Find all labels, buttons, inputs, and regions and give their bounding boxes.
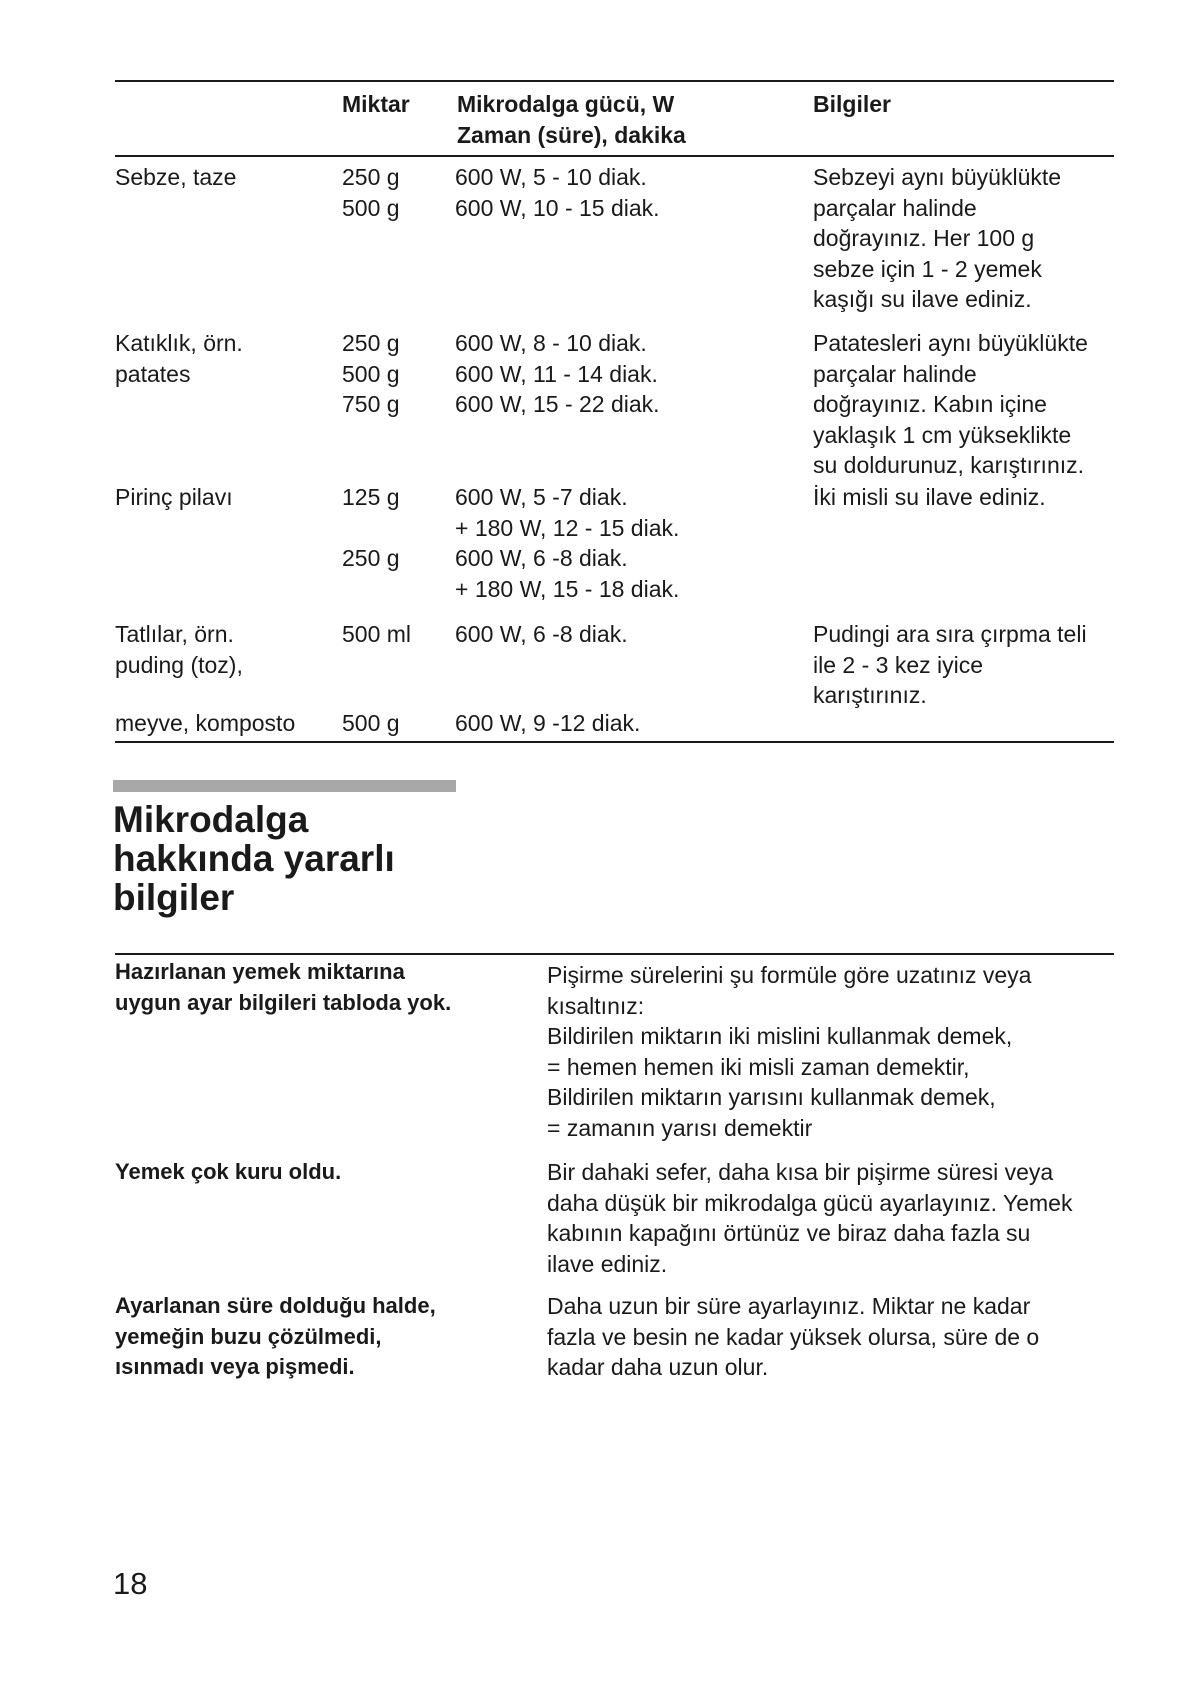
- row-info: Pudingi ara sıra çırpma teli ile 2 - 3 kez iyice karıştırınız.: [813, 621, 1087, 708]
- row-quantity: 250 g 500 g 750 g: [342, 330, 400, 417]
- tip-solution: Pişirme sürelerini şu formüle göre uzatınız veya kısaltınız: Bildirilen miktarın iki mislini kullanmak demek, = hemen hemen iki misli zaman demektir, Bildirilen miktarın yarısını kullanmak demek, = zamanın yarısı demektir: [547, 962, 1032, 1141]
- table-bottom-rule: [115, 741, 1114, 743]
- row-quantity: 500 g: [342, 710, 400, 736]
- row-info: Patatesleri aynı büyüklükte parçalar halinde doğrayınız. Kabın içine yaklaşık 1 cm yükseklikte su doldurunuz, karıştırınız.: [813, 330, 1088, 478]
- row-quantity: 500 ml: [342, 621, 412, 647]
- header-power-time: Mikrodalga gücü, W Zaman (süre), dakika: [457, 91, 686, 148]
- header-quantity: Miktar: [342, 91, 410, 117]
- row-info: İki misli su ilave ediniz.: [813, 484, 1046, 510]
- row-power-time: 600 W, 8 - 10 diak. 600 W, 11 - 14 diak. 600 W, 15 - 22 diak.: [455, 330, 660, 417]
- row-item: Tatlılar, örn. puding (toz),: [115, 621, 243, 678]
- row-power-time: 600 W, 5 -7 diak. + 180 W, 12 - 15 diak. 600 W, 6 -8 diak. + 180 W, 15 - 18 diak.: [455, 484, 680, 602]
- tip-problem: Ayarlanan süre dolduğu halde, yemeğin buzu çözülmedi, ısınmadı veya pişmedi.: [115, 1293, 436, 1379]
- row-power-time: 600 W, 6 -8 diak.: [455, 621, 628, 647]
- row-item: meyve, komposto: [115, 710, 296, 736]
- row-quantity: 250 g 500 g: [342, 164, 400, 221]
- section-accent-bar: [113, 780, 456, 792]
- tip-solution: Daha uzun bir süre ayarlayınız. Miktar ne kadar fazla ve besin ne kadar yüksek olursa, süre de o kadar daha uzun olur.: [547, 1293, 1040, 1380]
- page-number: 18: [113, 1566, 148, 1601]
- row-item: Sebze, taze: [115, 164, 237, 190]
- tip-problem: Hazırlanan yemek miktarına uygun ayar bilgileri tabloda yok.: [115, 959, 452, 1015]
- row-power-time: 600 W, 5 - 10 diak. 600 W, 10 - 15 diak.: [455, 164, 660, 221]
- row-power-time: 600 W, 9 -12 diak.: [455, 710, 641, 736]
- row-item: Pirinç pilavı: [115, 484, 233, 510]
- table-header-rule: [115, 155, 1114, 157]
- tip-problem: Yemek çok kuru oldu.: [115, 1159, 342, 1184]
- tips-top-rule: [115, 953, 1114, 955]
- row-quantity: 125 g 250 g: [342, 484, 400, 571]
- table-top-rule: [115, 80, 1114, 82]
- tip-solution: Bir dahaki sefer, daha kısa bir pişirme süresi veya daha düşük bir mikrodalga gücü ayarlayınız. Yemek kabının kapağını örtünüz ve biraz daha fazla su ilave ediniz.: [547, 1159, 1073, 1277]
- section-title: Mikrodalga hakkında yararlı bilgiler: [113, 799, 395, 918]
- row-item: Katıklık, örn. patates: [115, 330, 243, 387]
- header-info: Bilgiler: [813, 91, 891, 117]
- row-info: Sebzeyi aynı büyüklükte parçalar halinde doğrayınız. Her 100 g sebze için 1 - 2 yemek kaşığı su ilave ediniz.: [813, 164, 1062, 312]
